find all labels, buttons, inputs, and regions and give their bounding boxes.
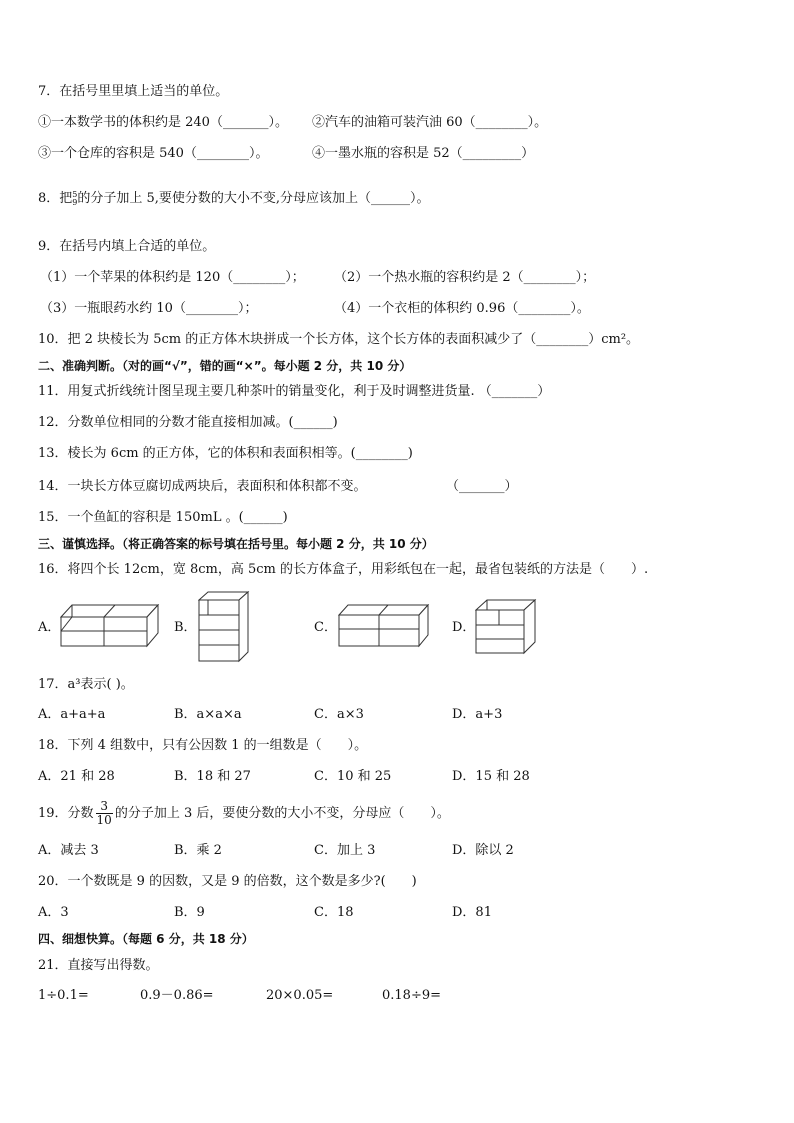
- q21-item-4: 0.18÷9=: [382, 988, 442, 1003]
- q21-item-1: 1÷0.1=: [38, 988, 89, 1003]
- q8-post: 的分子加上 5,要使分数的大小不变,分母应该加上（______）。: [77, 191, 430, 206]
- q7-item-4: ④一墨水瓶的容积是 52（_________）: [312, 146, 535, 161]
- q15: 15．一个鱼缸的容积是 150mL 。(______): [38, 510, 288, 525]
- q20-option-c: C．18: [314, 905, 354, 920]
- q19-fraction: [96, 800, 113, 827]
- q18-option-c: C．10 和 25: [314, 769, 392, 784]
- q7-item-1: ①一本数学书的体积约是 240（_______）。: [38, 115, 288, 130]
- section-4-heading: 四、细想快算。（每题 6 分，共 18 分）: [38, 932, 254, 946]
- q19-pre: 19．分数: [38, 806, 94, 821]
- q9-item-4: （4）一个衣柜的体积约 0.96（________）。: [334, 301, 590, 316]
- q11: 11．用复式折线统计图呈现主要几种茶叶的销量变化，利于及时调整进货量. （_______）: [38, 384, 551, 399]
- q8-den: 9: [72, 197, 78, 207]
- q19-option-a: A．减去 3: [38, 843, 99, 858]
- q10: 10．把 2 块棱长为 5cm 的正方体木块拼成一个长方体，这个长方体的表面积减少了（________）cm²。: [38, 332, 640, 347]
- q20-option-d: D．81: [452, 905, 492, 920]
- q20: 20．一个数既是 9 的因数，又是 9 的倍数，这个数是多少?( ): [38, 874, 417, 889]
- q17-option-a: A．a+a+a: [38, 707, 106, 722]
- q19-option-d: D．除以 2: [452, 843, 514, 858]
- q7-item-2: ②汽车的油箱可装汽油 60（________）。: [312, 115, 548, 130]
- q8: [38, 190, 430, 208]
- q21-item-3: 20×0.05=: [266, 988, 334, 1003]
- q8-num: 5: [72, 189, 78, 199]
- section-3-heading: 三、谨慎选择。（将正确答案的标号填在括号里。每小题 2 分，共 10 分）: [38, 537, 434, 551]
- q19-num: 3: [96, 800, 113, 814]
- q21-title: 21．直接写出得数。: [38, 958, 159, 973]
- q13: 13．棱长为 6cm 的正方体，它的体积和表面积相等。(________): [38, 446, 413, 461]
- q8-pre: 8．把: [38, 191, 73, 206]
- q16-figure-d: [475, 599, 537, 655]
- q18: 18．下列 4 组数中，只有公因数 1 的一组数是（ ）。: [38, 738, 368, 753]
- q14-blank: （_______）: [446, 479, 518, 494]
- q9-item-3: （3）一瓶眼药水约 10（________）；: [40, 301, 258, 316]
- q18-option-b: B．18 和 27: [174, 769, 251, 784]
- q16-label-c: C．: [314, 620, 337, 635]
- q17-option-c: C．a×3: [314, 707, 364, 722]
- q17-option-d: D．a+3: [452, 707, 503, 722]
- q18-option-a: A．21 和 28: [38, 769, 115, 784]
- q16-figure-c: [338, 604, 430, 648]
- q14: 14．一块长方体豆腐切成两块后，表面积和体积都不变。: [38, 479, 367, 494]
- q16-label-a: A．: [38, 620, 61, 635]
- q18-option-d: D．15 和 28: [452, 769, 530, 784]
- q9-title: 9．在括号内填上合适的单位。: [38, 239, 216, 254]
- q16-figure-b: [198, 591, 250, 663]
- q12: 12．分数单位相同的分数才能直接相加减。(______): [38, 415, 338, 430]
- q17-option-b: B．a×a×a: [174, 707, 242, 722]
- q7-title: 7．在括号里里填上适当的单位。: [38, 84, 229, 99]
- q19-option-c: C．加上 3: [314, 843, 376, 858]
- q16: 16．将四个长 12cm，宽 8cm，高 5cm 的长方体盒子，用彩纸包在一起，最省包装纸的方法是（ ）.: [38, 562, 649, 577]
- q20-option-a: A．3: [38, 905, 69, 920]
- q16-label-b: B．: [174, 620, 197, 635]
- q19-post: 的分子加上 3 后，要使分数的大小不变，分母应（ ）。: [114, 806, 450, 821]
- q21-item-2: 0.9－0.86=: [140, 988, 214, 1003]
- q9-item-1: （1）一个苹果的体积约是 120（________）；: [40, 270, 305, 285]
- q19-option-b: B．乘 2: [174, 843, 222, 858]
- q17: 17．a³表示( )。: [38, 677, 134, 692]
- q7-item-3: ③一个仓库的容积是 540（________）。: [38, 146, 269, 161]
- q16-figure-a: [60, 604, 160, 648]
- q20-option-b: B．9: [174, 905, 205, 920]
- q19: [38, 800, 450, 828]
- q19-den: 10: [96, 813, 112, 827]
- q16-label-d: D．: [452, 620, 476, 635]
- q9-item-2: （2）一个热水瓶的容积约是 2（________）；: [334, 270, 596, 285]
- section-2-heading: 二、准确判断。（对的画“√”，错的画“×”。每小题 2 分，共 10 分）: [38, 359, 412, 373]
